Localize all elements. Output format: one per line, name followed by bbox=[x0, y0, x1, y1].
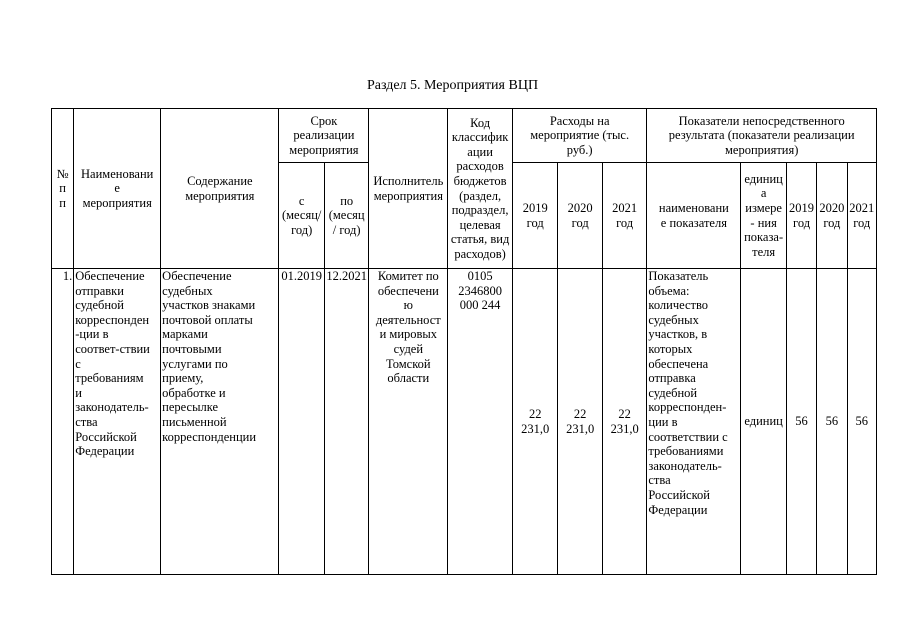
header-row-1 bbox=[52, 109, 877, 163]
page-title: Раздел 5. Мероприятия ВЦП bbox=[366, 78, 539, 93]
header-activity-content: Содержание мероприятия bbox=[161, 109, 279, 269]
table-row bbox=[52, 269, 877, 575]
header-budget-code: Код классифик ации расходов бюджетов (раздел, подраздел, целевая статья, вид расходов) bbox=[448, 109, 513, 269]
header-indicator-2020: 2020 год bbox=[817, 163, 847, 269]
row-indicator-2020: 56 bbox=[817, 269, 847, 575]
header-expenses: Расходы на мероприятие (тыс. руб.) bbox=[512, 109, 646, 163]
header-number: № п п bbox=[52, 109, 74, 269]
header-expenses-2019: 2019 год bbox=[512, 163, 557, 269]
header-indicator-unit: единиц а измере - ния показа- теля bbox=[741, 163, 786, 269]
row-number: 1. bbox=[52, 269, 74, 575]
row-indicator-unit: единиц bbox=[741, 269, 786, 575]
header-period-from: с (месяц/ год) bbox=[279, 163, 324, 269]
row-budget-code: 0105 2346800 000 244 bbox=[448, 269, 513, 575]
row-expenses-2020: 22 231,0 bbox=[558, 269, 602, 575]
row-expenses-2021: 22 231,0 bbox=[602, 269, 646, 575]
row-indicator-2019: 56 bbox=[786, 269, 816, 575]
header-indicator-name: наименовани е показателя bbox=[647, 163, 741, 269]
row-indicator-name: Показатель объема: количество судебных участков, в которых обеспечена отправка судебной корреспонден- ции в соответствии с требованиями законодатель- ства Российской Федерации bbox=[647, 269, 741, 575]
activities-table bbox=[51, 108, 877, 575]
row-executor: Комитет по обеспечени ю деятельност и мировых судей Томской области bbox=[369, 269, 448, 575]
header-activity-name: Наименовани е мероприятия bbox=[74, 109, 161, 269]
header-period: Срок реализации мероприятия bbox=[279, 109, 369, 163]
row-expenses-2019: 22 231,0 bbox=[512, 269, 557, 575]
row-activity-content: Обеспечение судебных участков знаками почтовой оплаты марками почтовыми услугами по приему, обработке и пересылке письменной корреспонденции bbox=[161, 269, 279, 575]
header-indicator-2019: 2019 год bbox=[786, 163, 816, 269]
header-indicators: Показатели непосредственного результата (показатели реализации мероприятия) bbox=[647, 109, 877, 163]
header-executor: Исполнитель мероприятия bbox=[369, 109, 448, 269]
row-indicator-2021: 56 bbox=[847, 269, 876, 575]
header-indicator-2021: 2021 год bbox=[847, 163, 876, 269]
row-period-from: 01.2019 bbox=[279, 269, 324, 575]
row-period-to: 12.2021 bbox=[324, 269, 368, 575]
header-period-to: по (месяц / год) bbox=[324, 163, 368, 269]
row-activity-name: Обеспечение отправки судебной корреспонден -ции в соответ-ствии с требованиям и законодатель- ства Российской Федерации bbox=[74, 269, 161, 575]
header-expenses-2020: 2020 год bbox=[558, 163, 602, 269]
header-expenses-2021: 2021 год bbox=[602, 163, 646, 269]
